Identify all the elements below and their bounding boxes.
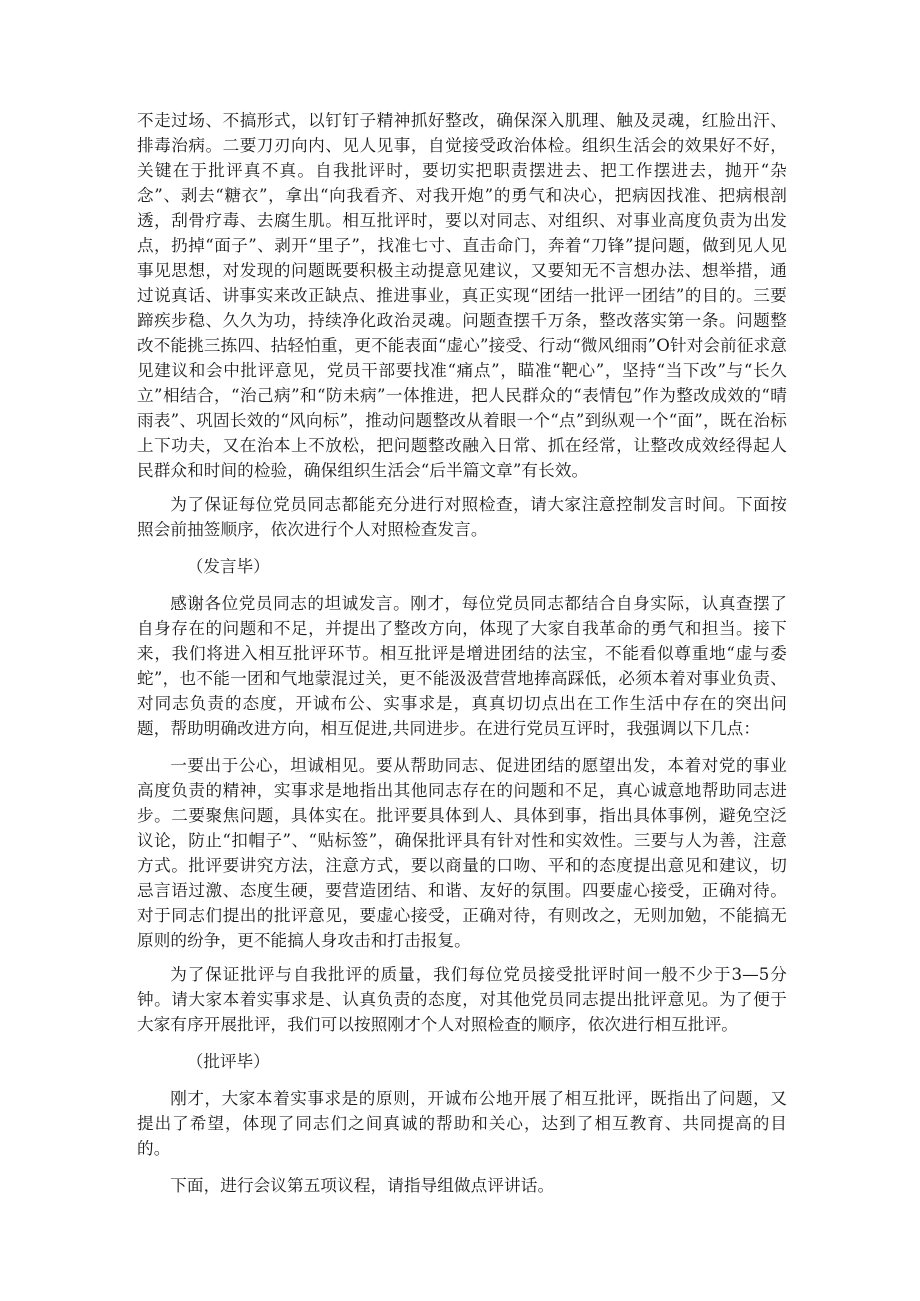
paragraph-criticism-time: 为了保证批评与自我批评的质量，我们每位党员接受批评时间一般不少于3—5分钟。请大家本着实事求是、认真负责的态度，对其他党员同志提出批评意见。为了便于大家有序开展批评，我们可以按照刚才个人对照检查的顺序，依次进行相互批评。	[137, 965, 787, 1034]
paragraph-criticism-summary: 刚才，大家本着实事求是的原则，开诚布公地开展了相互批评，既指出了问题，又提出了希望，体现了同志们之间真诚的帮助和关心，达到了相互教育、共同提高的目的。	[137, 1089, 787, 1158]
document-body	[137, 108, 787, 1198]
note-speech-end: （发言毕）	[186, 557, 270, 576]
paragraph-criticism-points: 一要出于公心，坦诚相见。要从帮助同志、促进团结的愿望出发，本着对党的事业高度负责的精神，实事求是地指出其他同志存在的问题和不足，真心诚意地帮助同志进步。二要聚焦问题，具体实在。批评要具体到人、具体到事，指出具体事例，避免空泛议论，防止“扣帽子”、“贴标签”，确保批评具有针对性和实效性。三要与人为善，注意方式。批评要讲究方法，注意方式，要以商量的口吻、平和的态度提出意见和建议，切忌言语过激、态度生硬，要营造团结、和谐、友好的氛围。四要虚心接受，正确对待。对于同志们提出的批评意见，要虚心接受，正确对待，有则改之，无则加勉，不能搞无原则的纷争，更不能搞人身攻击和打击报复。	[137, 756, 787, 950]
paragraph-self-check-instruction: 为了保证每位党员同志都能充分进行对照检查，请大家注意控制发言时间。下面按照会前抽签顺序，依次进行个人对照检查发言。	[137, 495, 787, 539]
paragraph-rectification-requirements: 不走过场、不搞形式，以钉钉子精神抓好整改，确保深入肌理、触及灵魂，红脸出汗、排毒治病。二要刀刃向内、见人见事，自觉接受政治体检。组织生活会的效果好不好，关键在于批评真不真。自我批评时，要切实把职责摆进去、把工作摆进去，抛开“杂念”、剥去“糖衣”，拿出“向我看齐、对我开炮”的勇气和决心，把病因找准、把病根剖透，刮骨疗毒、去腐生肌。相互批评时，要以对同志、对组织、对事业高度负责为出发点，扔掉“面子”、剥开“里子”，找准七寸、直击命门，奔着“刀锋”提问题，做到见人见事见思想，对发现的问题既要积极主动提意见建议，又要知无不言想办法、想举措，通过说真话、讲事实来改正缺点、推进事业，真正实现“团结一批评一团结”的目的。三要蹄疾步稳、久久为功，持续净化政治灵魂。问题查摆千万条，整改落实第一条。问题整改不能挑三拣四、拈轻怕重，更不能表面“虚心”接受、行动“微风细雨”O针对会前征求意见建议和会中批评意见，党员干部要找准“痛点”，瞄准“靶心”，坚持“当下改”与“长久立”相结合，“治己病”和“防未病”一体推进，把人民群众的“表情包”作为整改成效的“晴雨表”、巩固长效的“风向标”，推动问题整改从着眼一个“点”到纵观一个“面”，既在治标上下功夫，又在治本上不放松，把问题整改融入日常、抓在经常，让整改成效经得起人民群众和时间的检验，确保组织生活会“后半篇文章”有长效。	[137, 111, 787, 480]
paragraph-mutual-criticism-intro: 感谢各位党员同志的坦诚发言。刚才，每位党员同志都结合自身实际，认真查摆了自身存在的问题和不足，并提出了整改方向，体现了大家自我革命的勇气和担当。接下来，我们将进入相互批评环节。相互批评是增进团结的法宝，不能看似尊重地“虚与委蛇”，也不能一团和气地蒙混过关，更不能汲汲营营地捧高踩低，必须本着对事业负责、对同志负责的态度，开诚布公、实事求是，真真切切点出在工作生活中存在的突出问题，帮助明确改进方向，相互促进,共同进步。在进行党员互评时，我强调以下几点：	[137, 594, 787, 738]
paragraph-next-agenda: 下面，进行会议第五项议程，请指导组做点评讲话。	[170, 1176, 555, 1195]
note-criticism-end: （批评毕）	[186, 1052, 270, 1071]
